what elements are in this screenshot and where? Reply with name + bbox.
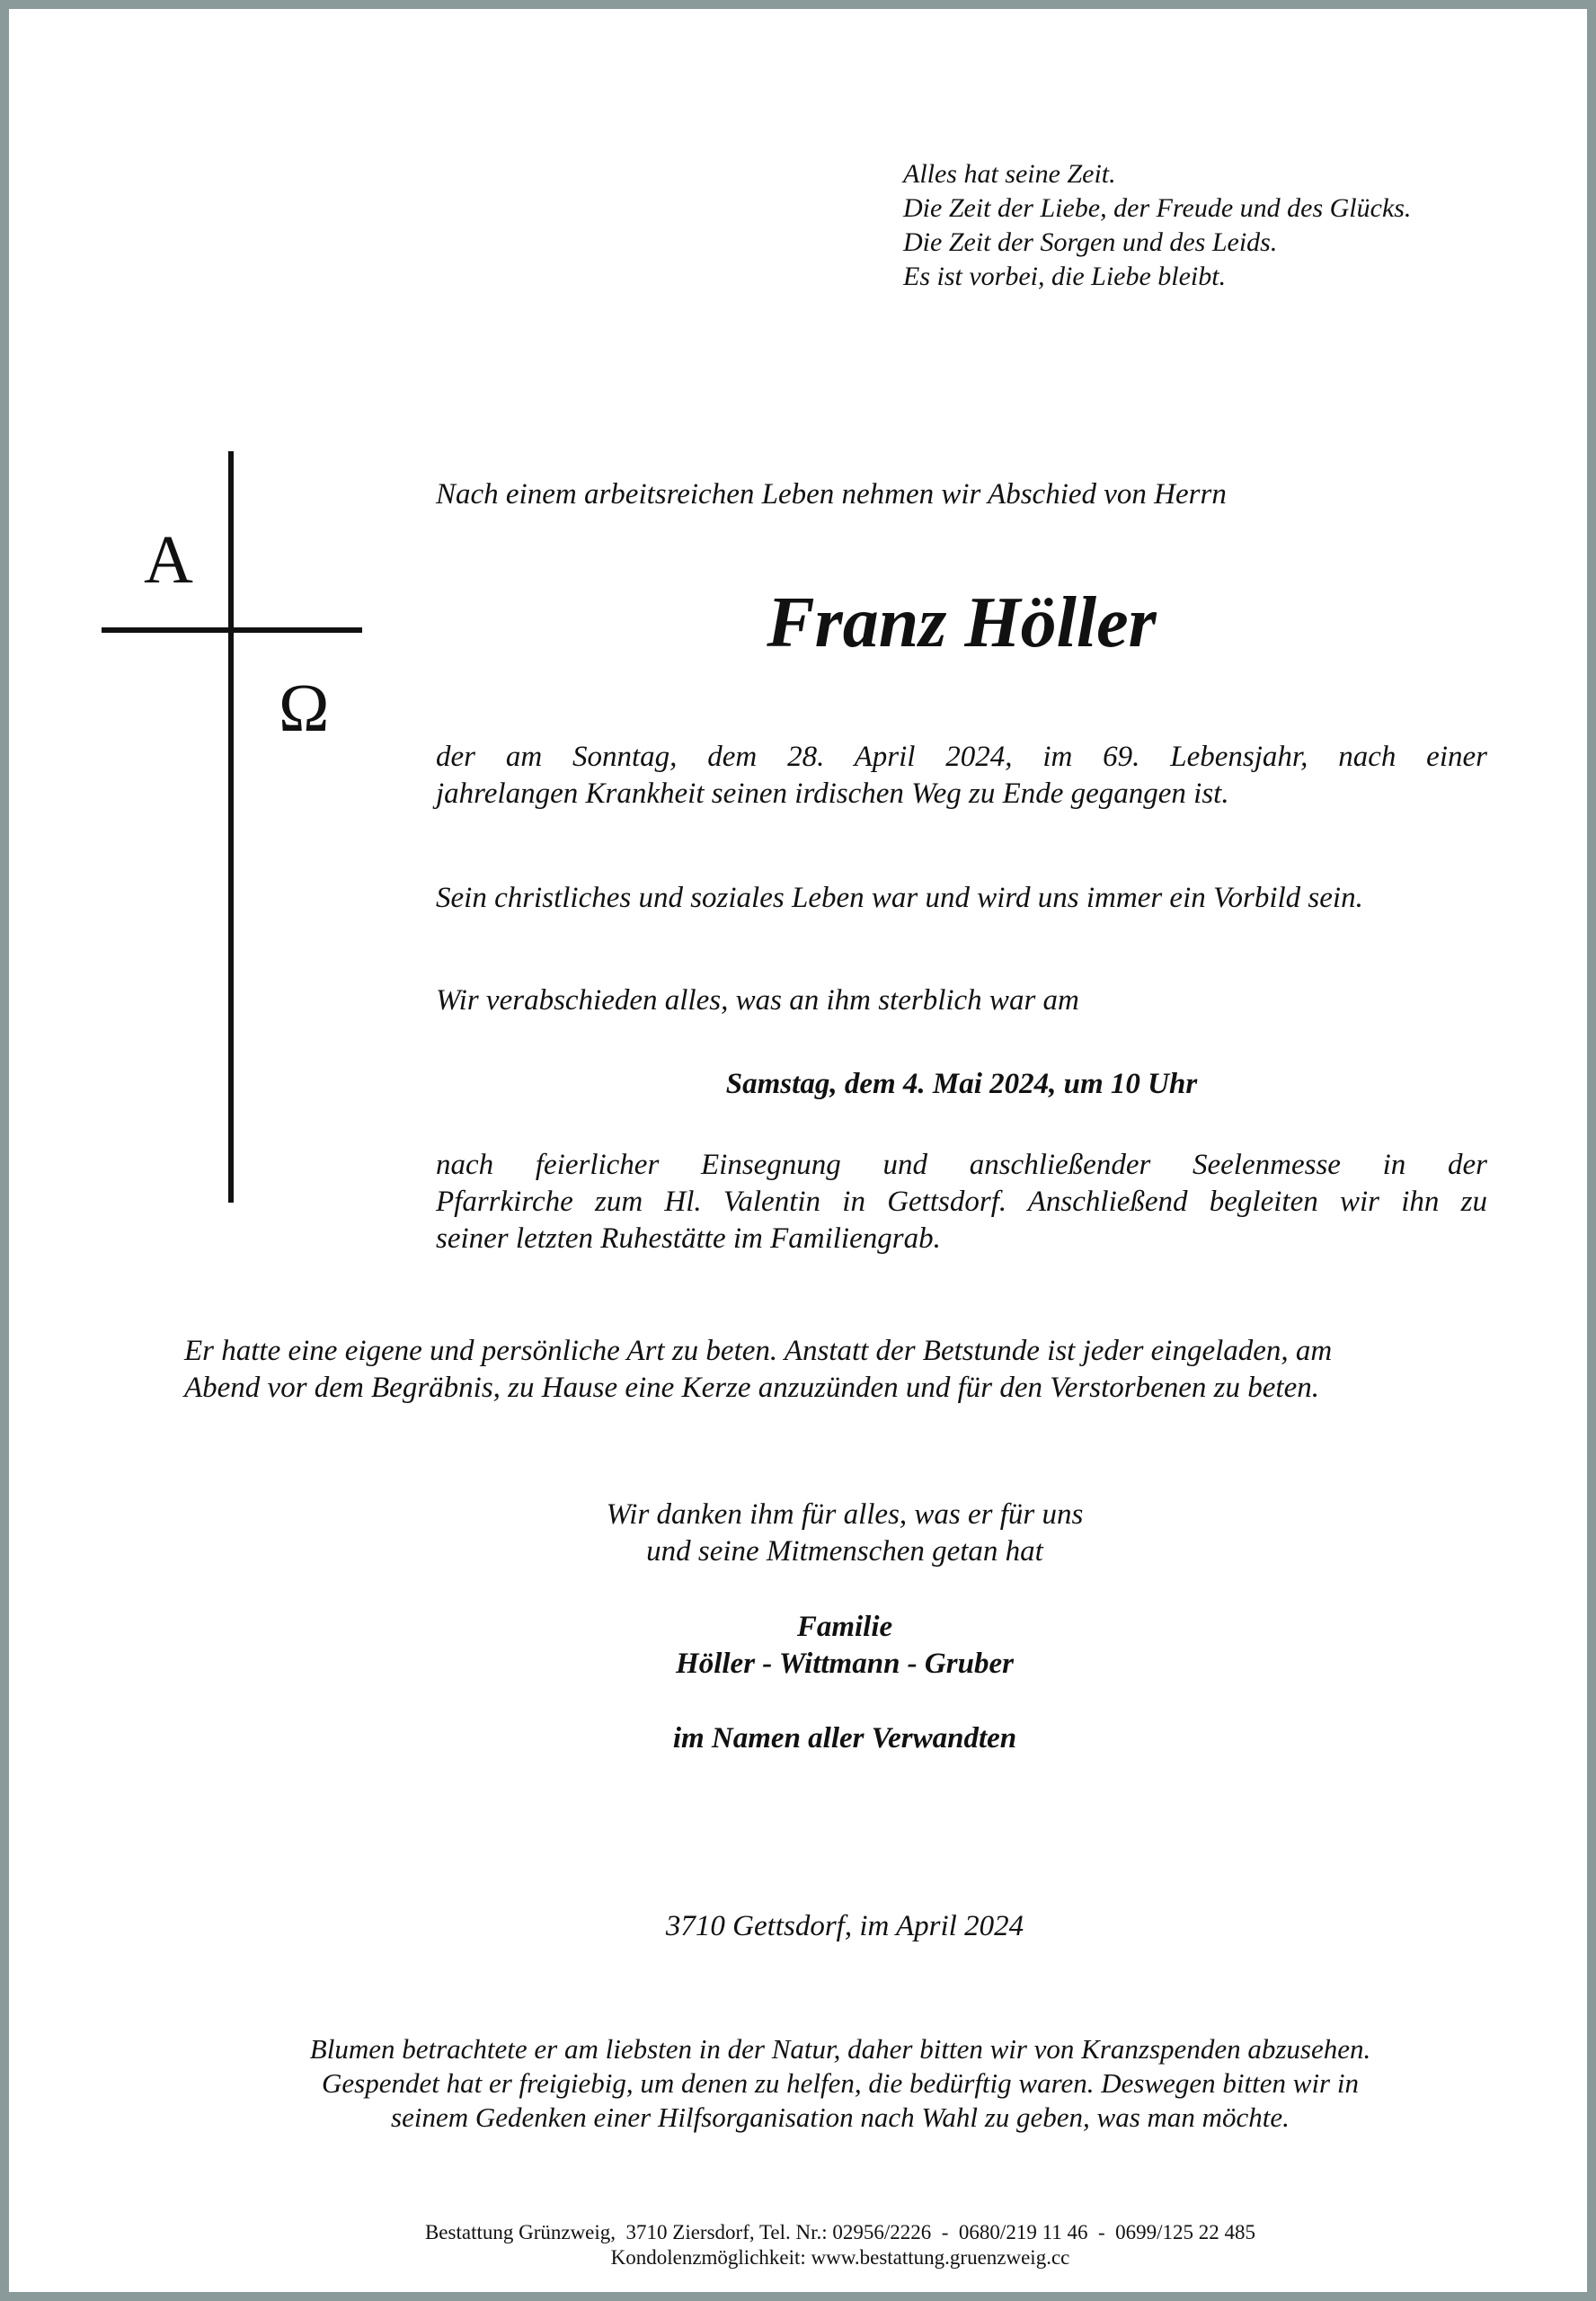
prayer-paragraph — [184, 1333, 1487, 1407]
passing-line: der am Sonntag, dem 28. April 2024, im 69. Lebensjahr, nach einer — [436, 741, 1487, 773]
intro-text: Nach einem arbeitsreichen Leben nehmen wir Abschied von Herrn — [436, 478, 1227, 511]
condolence-link[interactable]: Kondolenzmöglichkeit: www.bestattung.gruenzweig.cc — [610, 2246, 1070, 2269]
passing-line: jahrelangen Krankheit seinen irdischen Weg zu Ende gegangen ist. — [436, 777, 1229, 810]
farewell-intro-text: Wir verabschieden alles, was an ihm sterblich war am — [436, 984, 1079, 1017]
family-label: Familie — [796, 1611, 893, 1643]
passing-paragraph — [436, 739, 1487, 813]
deceased-name: Franz Höller — [767, 583, 1157, 662]
quote-line: Es ist vorbei, die Liebe bleibt. — [903, 262, 1227, 291]
ceremony-line: seiner letzten Ruhestätte im Familiengrab. — [436, 1222, 941, 1255]
family-names: Höller - Wittmann - Gruber — [676, 1648, 1014, 1680]
thanks-line: und seine Mitmenschen getan hat — [646, 1535, 1043, 1568]
prayer-line: Abend vor dem Begräbnis, zu Hause eine Kerze anzuzünden und für den Verstorbenen zu beten. — [184, 1372, 1319, 1404]
quote-line: Alles hat seine Zeit. — [903, 159, 1116, 189]
cross-horizontal-bar — [102, 627, 362, 633]
thanks-text — [261, 1497, 1429, 1570]
flowers-line: seinem Gedenken einer Hilfsorganisation nach Wahl zu geben, was man möchte. — [391, 2101, 1290, 2133]
relatives-text: im Namen aller Verwandten — [672, 1722, 1017, 1755]
ceremony-line: Pfarrkirche zum Hl. Valentin in Gettsdorf. Anschließend begleiten wir ihn zu — [436, 1186, 1487, 1218]
flowers-donation-note — [171, 2032, 1510, 2135]
quote-line: Die Zeit der Sorgen und des Leids. — [903, 227, 1278, 257]
funeral-home-footer — [171, 2220, 1510, 2270]
christian-life-text: Sein christliches und soziales Leben war und wird uns immer ein Vorbild sein. — [436, 882, 1363, 914]
ceremony-paragraph — [436, 1147, 1487, 1257]
ceremony-line: nach feierlicher Einsegnung und anschließender Seelenmesse in der — [436, 1149, 1487, 1181]
funeral-date: Samstag, dem 4. Mai 2024, um 10 Uhr — [725, 1068, 1198, 1100]
flowers-line: Blumen betrachtete er am liebsten in der Natur, daher bitten wir von Kranzspenden abzusehen. — [309, 2033, 1371, 2065]
place-and-date: 3710 Gettsdorf, im April 2024 — [665, 1910, 1024, 1942]
funeral-home-contact: Bestattung Grünzweig, 3710 Ziersdorf, Tel. Nr.: 02956/2226 - 0680/219 11 46 - 0699/125 22 485 — [424, 2221, 1256, 2243]
thanks-line: Wir danken ihm für alles, was er für uns — [606, 1498, 1084, 1531]
opening-quote — [903, 157, 1411, 294]
flowers-line: Gespendet hat er freigiebig, um denen zu helfen, die bedürftig waren. Deswegen bitten wir in — [322, 2067, 1359, 2099]
alpha-letter: A — [144, 522, 193, 598]
obituary-page — [9, 9, 1587, 2292]
cross-vertical-bar — [228, 451, 234, 1203]
quote-line: Die Zeit der Liebe, der Freude und des Glücks. — [903, 193, 1412, 223]
prayer-line: Er hatte eine eigene und persönliche Art zu beten. Anstatt der Betstunde ist jeder eingeladen, am — [184, 1335, 1333, 1367]
omega-letter: Ω — [279, 671, 330, 746]
